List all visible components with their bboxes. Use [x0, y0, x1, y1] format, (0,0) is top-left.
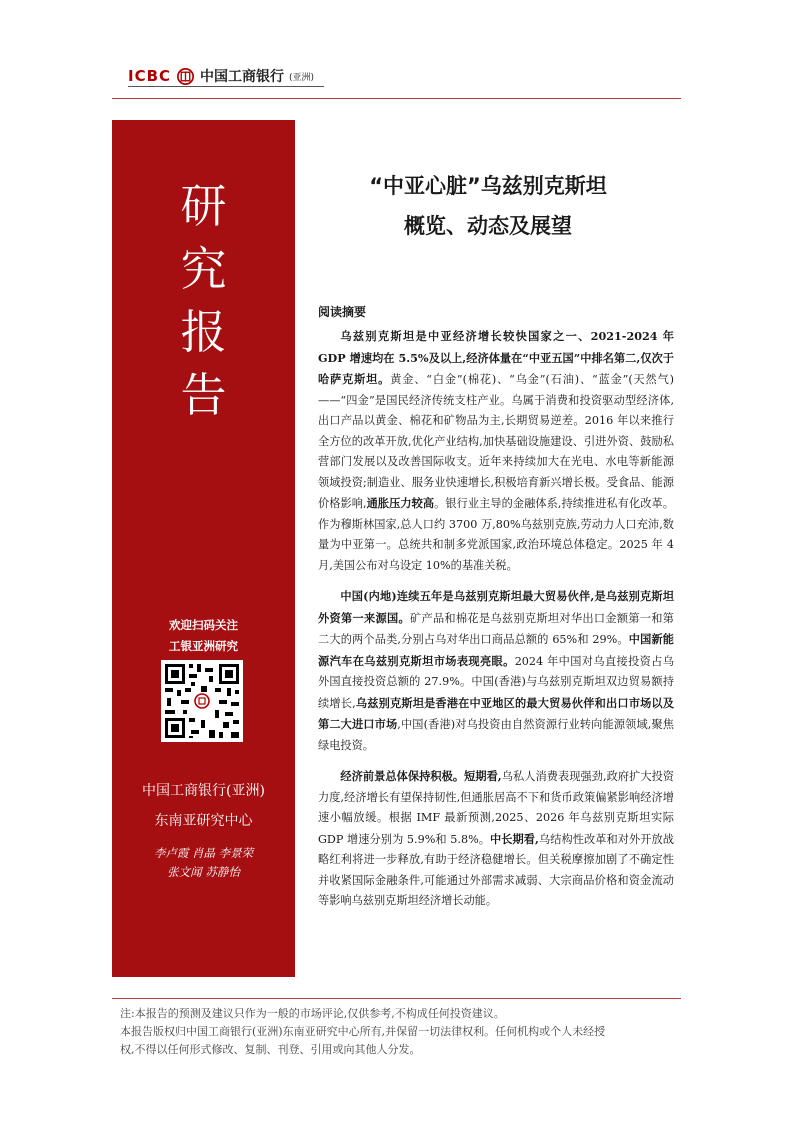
header-underline [128, 86, 324, 87]
title-char: 告 [180, 368, 227, 422]
summary-heading: 阅读摘要 [318, 305, 367, 319]
qr-code-icon[interactable] [161, 660, 243, 742]
bank-subtitle: (亚洲) [289, 72, 315, 83]
bold-text: 乌兹别克斯坦是中亚经济增长较快国家之一、2021-2024 年 GDP 增速均在 5.5%及以上,经济体量在“中亚五国”中排名第二,仅次于哈萨克斯坦。 [318, 329, 674, 386]
report-title: “中亚心脏”乌兹别克斯坦 [369, 174, 607, 198]
title-char: 究 [180, 242, 227, 296]
disclaimer-line-3: 权,不得以任何形式修改、复制、刊登、引用或向其他人分发。 [120, 1043, 421, 1056]
bold-text: 中国(内地)连续五年是乌兹别克斯坦最大贸易伙伴,是乌兹别克斯坦外资第一来源国。 [318, 589, 674, 625]
disclaimer-line-2: 本报告版权归中国工商银行(亚洲)东南亚研究中心所有,并保留一切法律权利。任何机构或个人未经授 [120, 1025, 606, 1038]
authors-line-1: 李卢霞 肖晶 李景荣 [153, 846, 254, 860]
scan-prompt-line1: 欢迎扫码关注 [169, 618, 238, 632]
paragraph-outlook [318, 766, 674, 912]
body-text: 黄金、“白金”(棉花)、“乌金”(石油)、“蓝金”(天然气)——“四金”是国民经济传统支柱产业。乌属于消费和投资驱动型经济体,出口产品以黄金、棉花和矿物品为主,长期贸易逆差。2016 年以来推行全方位的改革开放,优化产业结构,加快基础设施建设、引进外资、鼓励私营部门发展以及改善国际收支。近年来持续加大在光电、水电等新能源领域投资;制造业、服务业快速增长,积极培育新兴增长极。受食品、能源价格影响, [318, 373, 674, 510]
bank-name: 中国工商银行 [200, 69, 285, 85]
research-report-title [112, 175, 295, 427]
bold-text: 中长期看, [490, 831, 539, 846]
title-char: 报 [180, 305, 227, 359]
summary-body [318, 326, 674, 922]
body-text: 。银行业主导的金融体系,持续推进私有化改革。作为穆斯林国家,总人口约 3700 万,80%乌兹别克族,劳动力人口充沛,数量为中亚第一。总统共和制多党派国家,政治环境总体稳定。2025 年 4 月,美国公布对乌设定 10%的基准关税。 [318, 497, 674, 572]
body-text: 2024 年中国对乌直接投资占乌外国直接投资总额的 27.9%。中国(香港)与乌兹别克斯坦双边贸易额持续增长, [318, 654, 674, 710]
sidebar-panel [112, 120, 295, 977]
paragraph-overview [318, 326, 674, 576]
icbc-logo-icon [177, 68, 194, 85]
title-char: 研 [180, 179, 227, 233]
bottom-divider [112, 998, 681, 999]
top-divider [112, 98, 681, 99]
body-text: 矿产品和棉花是乌兹别克斯坦对华出口金额第一和第二大的两个品类,分别占乌对华出口商品总额的 65%和 29%。 [318, 611, 674, 646]
research-center-name: 东南亚研究中心 [154, 813, 253, 829]
bold-text: 中国新能源汽车在乌兹别克斯坦市场表现亮眼。 [318, 632, 674, 668]
scan-prompt-line2: 工银亚洲研究 [169, 639, 238, 653]
header-brand [128, 64, 314, 88]
report-subtitle: 概览、动态及展望 [404, 214, 572, 238]
authors-line-2: 张文闻 苏静怡 [167, 865, 240, 879]
body-text: ,中国(香港)对乌投资由自然资源行业转向能源领域,聚焦绿电投资。 [318, 718, 674, 752]
bold-text: 乌兹别克斯坦是香港在中亚地区的最大贸易伙伴和出口市场以及第二大进口市场 [318, 695, 674, 731]
paragraph-china-relations [318, 586, 674, 756]
org-name: 中国工商银行(亚洲) [142, 783, 265, 799]
body-text: 乌私人消费表现强劲,政府扩大投资力度,经济增长有望保持韧性,但通胀居高不下和货币政策偏紧影响经济增速小幅放缓。根据 IMF 最新预测,2025、2026 年乌兹别克斯坦实际 GDP 增速分别为 5.9%和 5.8%。 [318, 770, 674, 846]
bold-text: 经济前景总体保持积极。短期看, [340, 769, 502, 783]
icbc-logo-text: ICBC [128, 67, 172, 85]
disclaimer-line-1: 注:本报告的预测及建议只作为一般的市场评论,仅供参考,不构成任何投资建议。 [120, 1007, 505, 1020]
bold-text: 通胀压力较高 [366, 496, 435, 510]
body-text: 乌结构性改革和对外开放战略红利将进一步释放,有助于经济稳健增长。但关税摩擦加剧了不确定性并收紧国际金融条件,可能通过外部需求减弱、大宗商品价格和资金流动等影响乌兹别克斯坦经济增长动能。 [318, 832, 674, 907]
